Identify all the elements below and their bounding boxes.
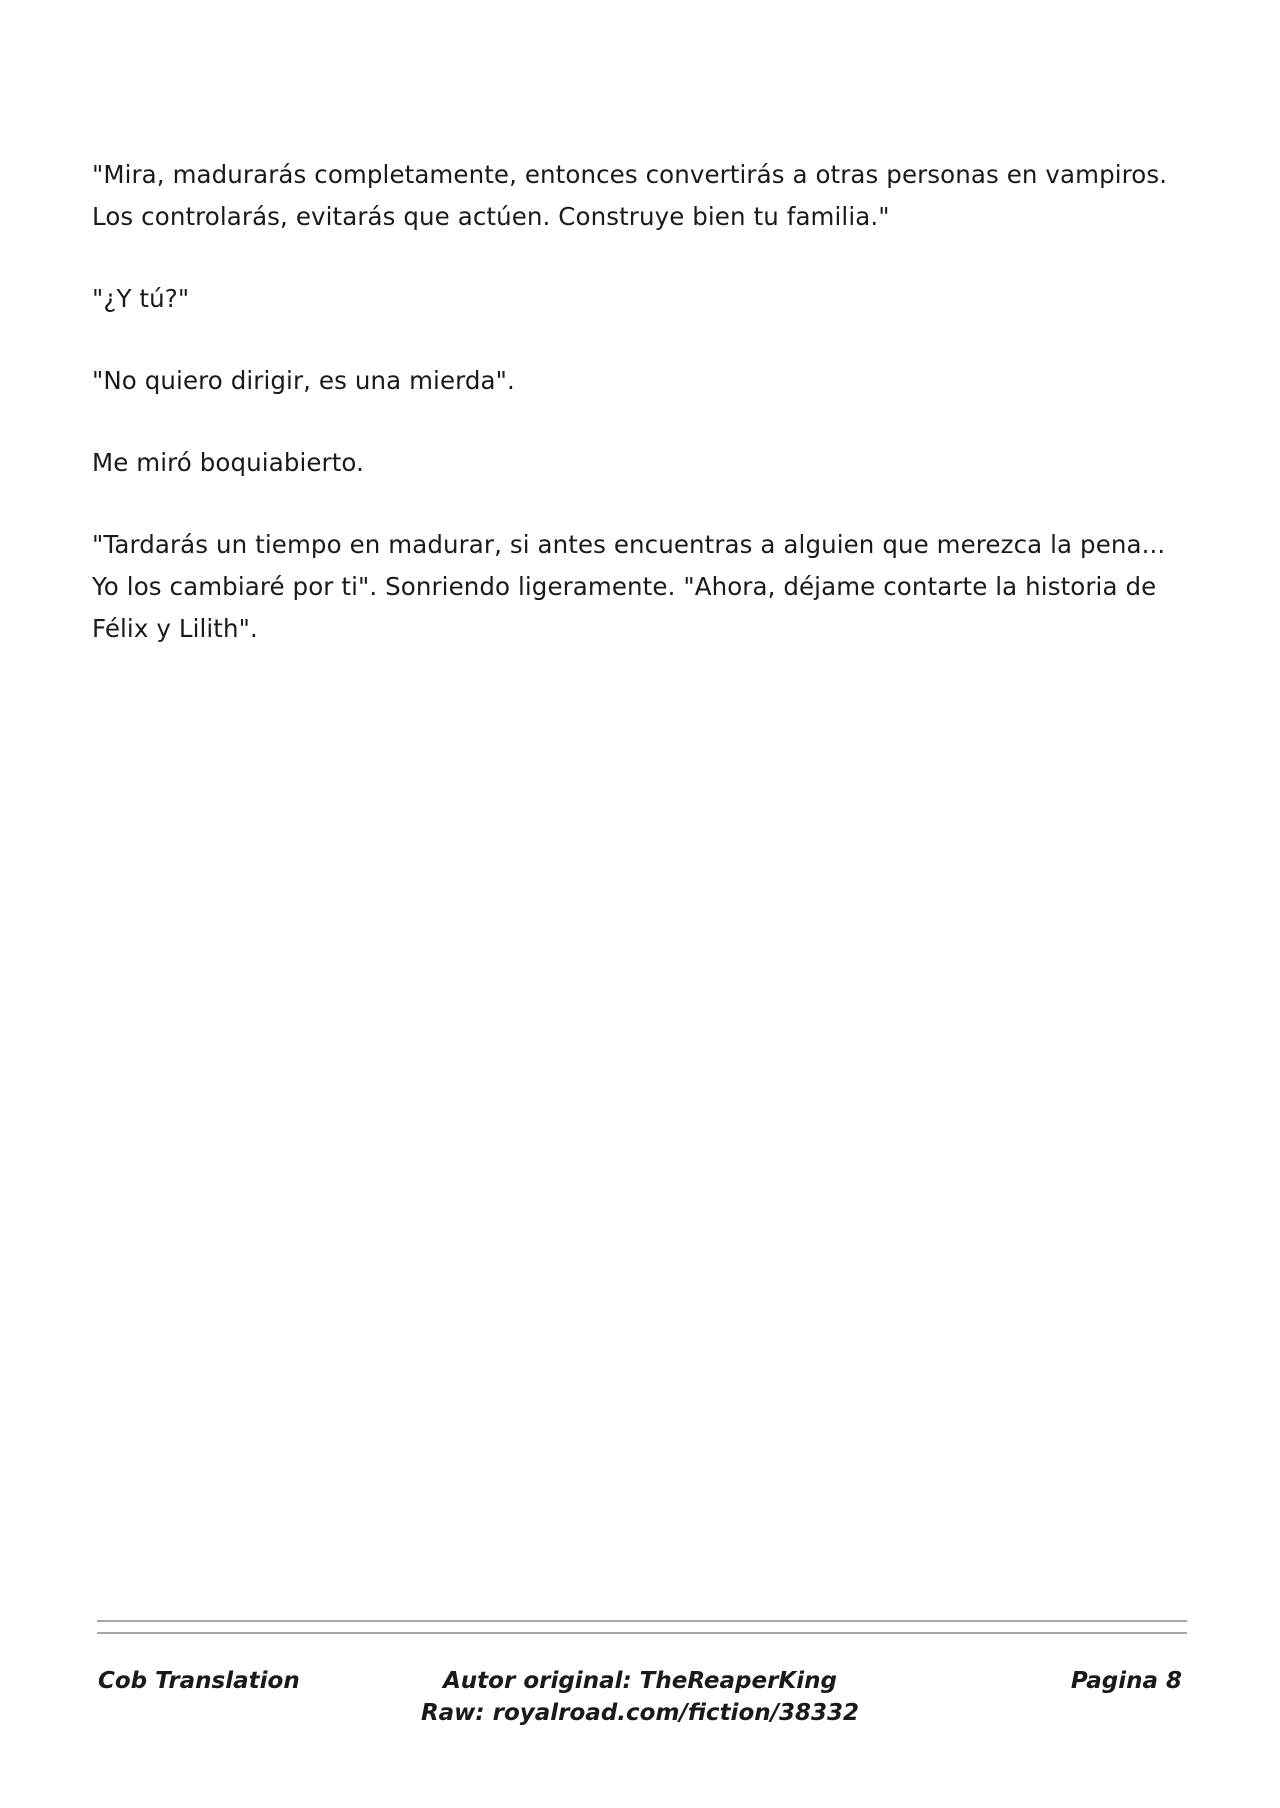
body-text bbox=[92, 154, 1192, 690]
paragraph-1: "Mira, madurarás completamente, entonces convertirás a otras personas en vampiros. Los controlarás, evitarás que actúen. Construye bien tu familia." bbox=[92, 160, 1168, 231]
paragraph-3: "No quiero dirigir, es una mierda". bbox=[92, 366, 515, 395]
footer-divider-top bbox=[97, 1620, 1187, 1622]
paragraph-2: "¿Y tú?" bbox=[92, 284, 190, 313]
paragraph-5: "Tardarás un tiempo en madurar, si antes encuentras a alguien que merezca la pena... Yo los cambiaré por ti". Sonriendo ligeramente. "Ahora, déjame contarte la historia de Félix y Lilith". bbox=[92, 530, 1166, 643]
footer-divider-bottom bbox=[97, 1632, 1187, 1634]
footer-raw-source: Raw: royalroad.com/fiction/38332 bbox=[420, 1700, 860, 1726]
paragraph-4: Me miró boquiabierto. bbox=[92, 448, 364, 477]
footer-page-number: Pagina 8 bbox=[1070, 1668, 1182, 1694]
footer-translator: Cob Translation bbox=[98, 1668, 300, 1694]
footer-author: Autor original: TheReaperKing bbox=[443, 1668, 837, 1694]
